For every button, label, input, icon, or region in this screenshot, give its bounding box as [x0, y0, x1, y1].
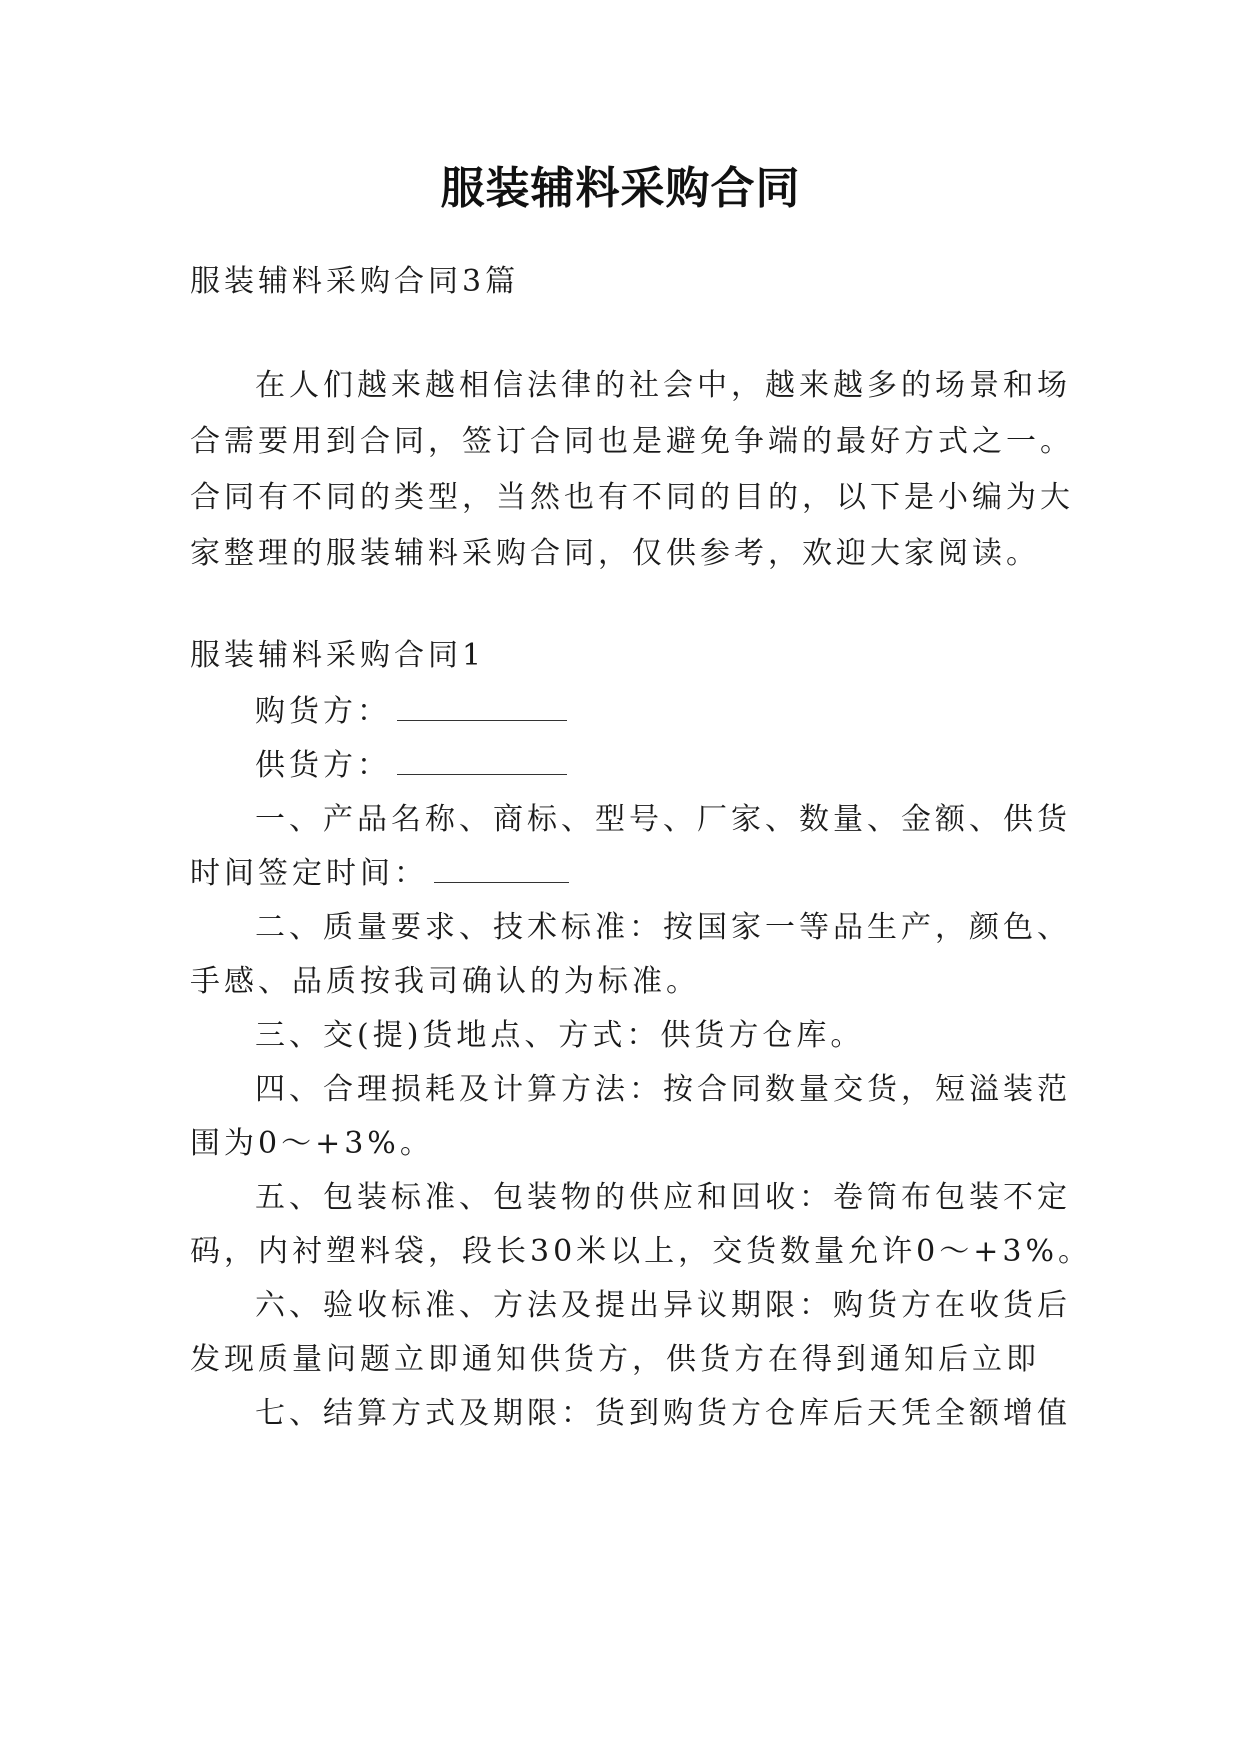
buyer-line [255, 692, 567, 732]
buyer-blank [397, 698, 567, 721]
clause-line-3: 二、质量要求、技术标准：按国家一等品生产，颜色、 [255, 910, 1071, 945]
supplier-blank [397, 752, 567, 775]
intro-line-4: 家整理的服装辅料采购合同，仅供参考，欢迎大家阅读。 [190, 536, 1040, 571]
supplier-label: 供货方： [255, 748, 391, 783]
document-title: 服装辅料采购合同 [440, 163, 801, 214]
clause-line-2 [190, 854, 569, 894]
clause-line-6: 四、合理损耗及计算方法：按合同数量交货，短溢装范 [255, 1072, 1071, 1107]
intro-line-1: 在人们越来越相信法律的社会中，越来越多的场景和场 [255, 368, 1071, 403]
supplier-line [255, 746, 567, 786]
clause-line-1: 一、产品名称、商标、型号、厂家、数量、金额、供货 [255, 802, 1071, 837]
sign-date-blank [434, 860, 569, 883]
clause-line-5: 三、交(提)货地点、方式：供货方仓库。 [255, 1018, 865, 1053]
clause-line-11: 发现质量问题立即通知供货方，供货方在得到通知后立即 [190, 1342, 1040, 1377]
intro-line-2: 合需要用到合同，签订合同也是避免争端的最好方式之一。 [190, 424, 1074, 459]
document-subtitle: 服装辅料采购合同3篇 [190, 264, 520, 299]
clause-line-9: 码，内衬塑料袋，段长30米以上，交货数量允许0～+3%。 [190, 1234, 1092, 1269]
clause-line-8: 五、包装标准、包装物的供应和回收：卷筒布包装不定 [255, 1180, 1071, 1215]
clause-line-4: 手感、品质按我司确认的为标准。 [190, 964, 700, 999]
section-heading: 服装辅料采购合同1 [190, 638, 486, 673]
clause-line-12: 七、结算方式及期限：货到购货方仓库后天凭全额增值 [255, 1396, 1071, 1431]
buyer-label: 购货方： [255, 694, 391, 729]
intro-line-3: 合同有不同的类型，当然也有不同的目的，以下是小编为大 [190, 480, 1074, 515]
clause-line-7: 围为0～+3%。 [190, 1126, 434, 1161]
clause-line-10: 六、验收标准、方法及提出异议期限：购货方在收货后 [255, 1288, 1071, 1323]
sign-date-label: 时间签定时间： [190, 856, 428, 891]
